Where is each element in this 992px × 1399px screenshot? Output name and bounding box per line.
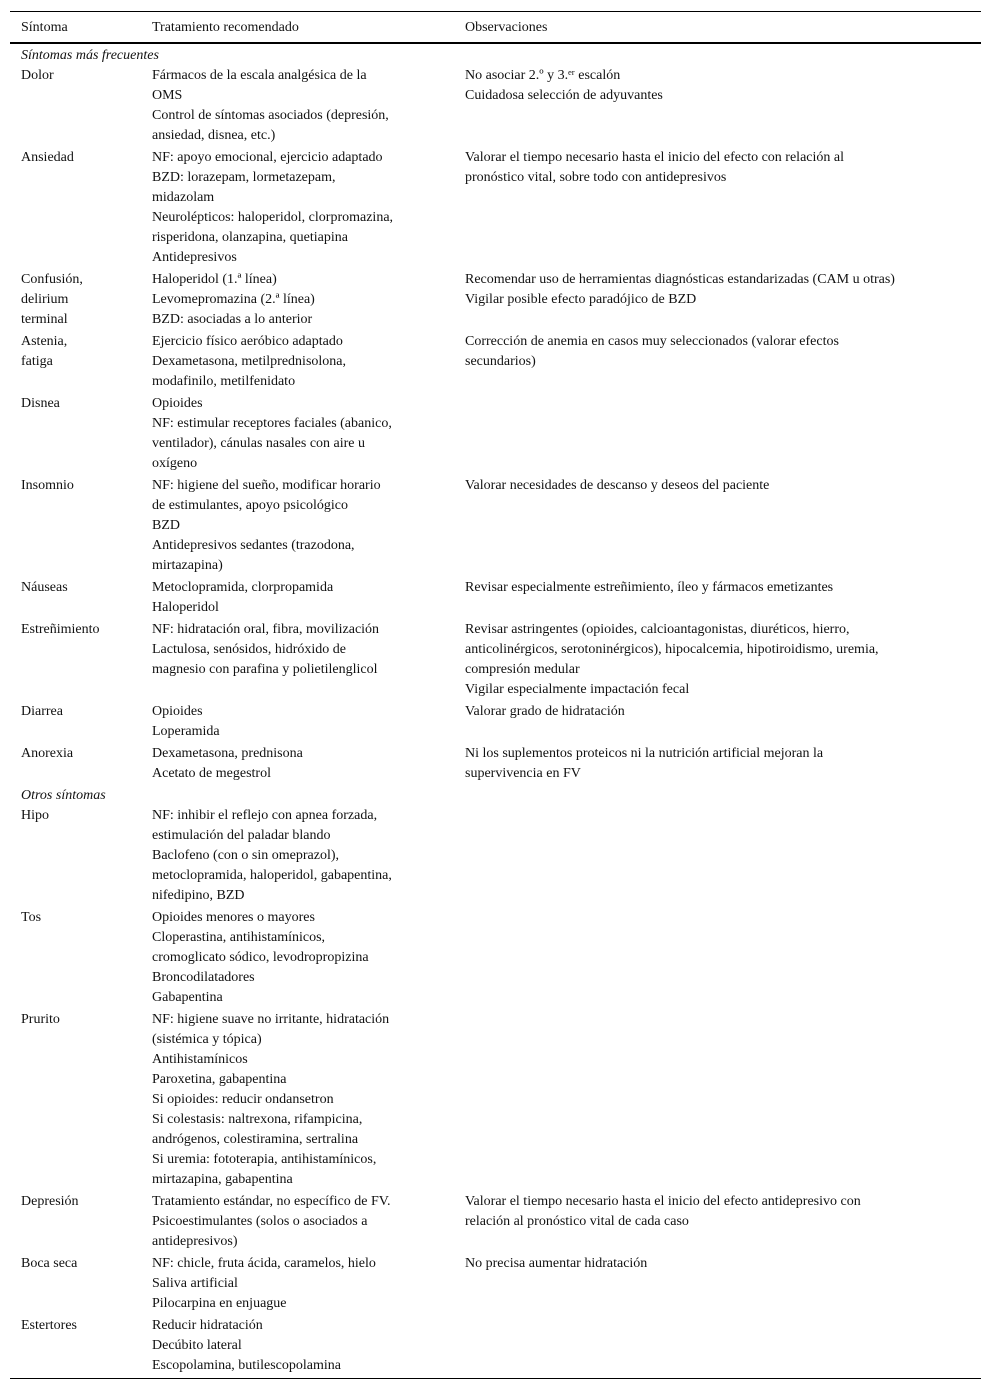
cell-line: NF: higiene del sueño, modificar horario (152, 478, 381, 493)
cell-line: Valorar necesidades de descanso y deseos del paciente (465, 478, 770, 493)
table-row (10, 394, 981, 474)
cell-line: Ejercicio físico aeróbico adaptado (152, 334, 343, 349)
table-header (10, 12, 981, 44)
treatment-cell (152, 620, 379, 680)
section-heading: Síntomas más frecuentes (21, 48, 159, 63)
cell-line: Pilocarpina en enjuague (152, 1296, 287, 1311)
symptom-cell (21, 66, 54, 86)
cell-line: OMS (152, 88, 183, 103)
cell-line: magnesio con parafina y polietilenglicol (152, 662, 378, 677)
cell-line: Haloperidol (152, 600, 219, 615)
table-row (10, 578, 981, 618)
treatment-cell (152, 148, 393, 268)
cell-line: modafinilo, metilfenidato (152, 374, 296, 389)
cell-line: NF: inhibir el reflejo con apnea forzada, (152, 808, 378, 823)
treatment-cell (152, 394, 392, 474)
symptom-cell (21, 1316, 77, 1336)
cell-line: NF: higiene suave no irritante, hidratación (152, 1012, 390, 1027)
cell-line: risperidona, olanzapina, quetiapina (152, 230, 348, 245)
observation-cell (465, 744, 823, 784)
cell-line: relación al pronóstico vital de cada caso (465, 1214, 689, 1229)
cell-line: Estreñimiento (21, 622, 100, 637)
observation-cell (465, 620, 879, 700)
table-row (10, 1010, 981, 1190)
cell-line: Hipo (21, 808, 49, 823)
symptom-cell (21, 578, 68, 598)
treatment-cell (152, 1316, 341, 1376)
cell-line: Metoclopramida, clorpropamida (152, 580, 334, 595)
header-observaciones: Observaciones (465, 20, 548, 35)
table-row (10, 1192, 981, 1252)
cell-line: Levomepromazina (2.ª línea) (152, 292, 315, 307)
cell-line: NF: apoyo emocional, ejercicio adaptado (152, 150, 383, 165)
cell-line: antidepresivos) (152, 1234, 238, 1249)
cell-line: Corrección de anemia en casos muy seleccionados (valorar efectos (465, 334, 839, 349)
symptom-cell (21, 908, 41, 928)
cell-line: NF: hidratación oral, fibra, movilización (152, 622, 380, 637)
cell-line: Estertores (21, 1318, 77, 1333)
cell-line: Revisar astringentes (opioides, calcioantagonistas, diuréticos, hierro, (465, 622, 850, 637)
cell-line: Antidepresivos sedantes (trazodona, (152, 538, 355, 553)
treatment-cell (152, 578, 333, 618)
cell-line: Valorar grado de hidratación (465, 704, 625, 719)
observation-cell (465, 1192, 861, 1232)
cell-line: Si colestasis: naltrexona, rifampicina, (152, 1112, 363, 1127)
cell-line: Valorar el tiempo necesario hasta el inicio del efecto antidepresivo con (465, 1194, 861, 1209)
table-body (10, 46, 981, 1376)
cell-line: Dolor (21, 68, 54, 83)
table-row (10, 66, 981, 146)
treatment-cell (152, 744, 303, 784)
treatment-cell (152, 476, 381, 576)
table-row (10, 702, 981, 742)
cell-line: No precisa aumentar hidratación (465, 1256, 648, 1271)
cell-line: Valorar el tiempo necesario hasta el inicio del efecto con relación al (465, 150, 844, 165)
cell-line: Vigilar especialmente impactación fecal (465, 682, 690, 697)
cell-line: Psicoestimulantes (solos o asociados a (152, 1214, 368, 1229)
symptom-cell (21, 1192, 79, 1212)
symptom-cell (21, 270, 83, 330)
observation-cell (465, 148, 844, 188)
cell-line: mirtazapina, gabapentina (152, 1172, 293, 1187)
cell-line: Saliva artificial (152, 1276, 238, 1291)
cell-line: ventilador), cánulas nasales con aire u (152, 436, 366, 451)
treatment-cell (152, 66, 389, 146)
table-row (10, 332, 981, 392)
cell-line: BZD: lorazepam, lormetazepam, (152, 170, 336, 185)
cell-line: Insomnio (21, 478, 74, 493)
cell-line: nifedipino, BZD (152, 888, 245, 903)
symptom-cell (21, 620, 100, 640)
symptom-cell (21, 702, 63, 722)
cell-line: Confusión, (21, 272, 83, 287)
symptom-cell (21, 1254, 77, 1274)
cell-line: secundarios) (465, 354, 536, 369)
symptom-treatment-table (10, 11, 981, 1379)
symptom-cell (21, 806, 49, 826)
treatment-cell (152, 806, 392, 906)
table-row (10, 620, 981, 700)
table-row (10, 1316, 981, 1376)
cell-line: midazolam (152, 190, 215, 205)
cell-line: pronóstico vital, sobre todo con antidepresivos (465, 170, 727, 185)
cell-line: Disnea (21, 396, 60, 411)
observation-cell (465, 702, 625, 722)
cell-line: (sistémica y tópica) (152, 1032, 262, 1047)
symptom-cell (21, 744, 73, 764)
observation-cell (465, 66, 663, 106)
cell-line: Si uremia: fototerapia, antihistamínicos, (152, 1152, 377, 1167)
symptom-cell (21, 476, 74, 496)
cell-line: Dexametasona, prednisona (152, 746, 303, 761)
cell-line: Recomendar uso de herramientas diagnósticas estandarizadas (CAM u otras) (465, 272, 895, 287)
cell-line: Tratamiento estándar, no específico de FV. (152, 1194, 391, 1209)
cell-line: Antidepresivos (152, 250, 237, 265)
cell-line: cromoglicato sódico, levodropropizina (152, 950, 369, 965)
cell-line: Dexametasona, metilprednisolona, (152, 354, 346, 369)
observation-cell (465, 578, 833, 598)
symptom-cell (21, 332, 67, 372)
cell-line: compresión medular (465, 662, 580, 677)
cell-line: Diarrea (21, 704, 63, 719)
cell-line: Ni los suplementos proteicos ni la nutrición artificial mejoran la (465, 746, 824, 761)
cell-line: oxígeno (152, 456, 198, 471)
cell-line: Anorexia (21, 746, 74, 761)
cell-line: Reducir hidratación (152, 1318, 263, 1333)
cell-line: anticolinérgicos, serotoninérgicos), hipocalcemia, hipotiroidismo, uremia, (465, 642, 879, 657)
section-heading: Otros síntomas (21, 788, 106, 803)
cell-line: Decúbito lateral (152, 1338, 242, 1353)
cell-line: Tos (21, 910, 42, 925)
cell-line: supervivencia en FV (465, 766, 581, 781)
cell-line: fatiga (21, 354, 53, 369)
observation-cell (465, 476, 769, 496)
cell-line: Prurito (21, 1012, 60, 1027)
header-tratamiento: Tratamiento recomendado (152, 20, 299, 35)
cell-line: terminal (21, 312, 68, 327)
table-row (10, 806, 981, 906)
cell-line: de estimulantes, apoyo psicológico (152, 498, 348, 513)
treatment-cell (152, 270, 315, 330)
cell-line: ansiedad, disnea, etc.) (152, 128, 276, 143)
cell-line: Baclofeno (con o sin omeprazol), (152, 848, 339, 863)
cell-line: Opioides (152, 704, 203, 719)
cell-line: metoclopramida, haloperidol, gabapentina, (152, 868, 392, 883)
table-row (10, 908, 981, 1008)
treatment-cell (152, 1192, 391, 1252)
cell-line: No asociar 2.º y 3.ᵉʳ escalón (465, 68, 621, 83)
cell-line: Haloperidol (1.ª línea) (152, 272, 277, 287)
symptom-cell (21, 1010, 60, 1030)
symptom-cell (21, 394, 60, 414)
treatment-cell (152, 908, 369, 1008)
cell-line: Paroxetina, gabapentina (152, 1072, 287, 1087)
cell-line: Cloperastina, antihistamínicos, (152, 930, 326, 945)
cell-line: Loperamida (152, 724, 220, 739)
table-row (10, 744, 981, 784)
cell-line: Acetato de megestrol (152, 766, 271, 781)
table-row (10, 476, 981, 576)
cell-line: Revisar especialmente estreñimiento, íleo y fármacos emetizantes (465, 580, 834, 595)
cell-line: Antihistamínicos (152, 1052, 248, 1067)
cell-line: BZD (152, 518, 180, 533)
cell-line: Vigilar posible efecto paradójico de BZD (465, 292, 697, 307)
table-row (10, 270, 981, 330)
table-row (10, 148, 981, 268)
cell-line: Ansiedad (21, 150, 74, 165)
cell-line: BZD: asociadas a lo anterior (152, 312, 313, 327)
cell-line: NF: estimular receptores faciales (abanico, (152, 416, 392, 431)
cell-line: estimulación del paladar blando (152, 828, 331, 843)
treatment-cell (152, 1010, 389, 1190)
cell-line: Lactulosa, senósidos, hidróxido de (152, 642, 347, 657)
cell-line: Fármacos de la escala analgésica de la (152, 68, 367, 83)
header-sintoma: Síntoma (21, 20, 68, 35)
cell-line: Cuidadosa selección de adyuvantes (465, 88, 663, 103)
cell-line: mirtazapina) (152, 558, 223, 573)
cell-line: Boca seca (21, 1256, 78, 1271)
treatment-cell (152, 1254, 376, 1314)
cell-line: Náuseas (21, 580, 68, 595)
treatment-cell (152, 702, 220, 742)
cell-line: Astenia, (21, 334, 68, 349)
cell-line: Gabapentina (152, 990, 223, 1005)
cell-line: NF: chicle, fruta ácida, caramelos, hielo (152, 1256, 376, 1271)
cell-line: Escopolamina, butilescopolamina (152, 1358, 341, 1373)
observation-cell (465, 1254, 647, 1274)
cell-line: Opioides (152, 396, 203, 411)
observation-cell (465, 270, 895, 310)
observation-cell (465, 332, 839, 372)
cell-line: Neurolépticos: haloperidol, clorpromazina, (152, 210, 394, 225)
cell-line: delirium (21, 292, 69, 307)
cell-line: Depresión (21, 1194, 79, 1209)
cell-line: andrógenos, colestiramina, sertralina (152, 1132, 359, 1147)
treatment-cell (152, 332, 346, 392)
cell-line: Si opioides: reducir ondansetron (152, 1092, 334, 1107)
cell-line: Opioides menores o mayores (152, 910, 315, 925)
symptom-cell (21, 148, 74, 168)
table-row (10, 1254, 981, 1314)
cell-line: Broncodilatadores (152, 970, 255, 985)
cell-line: Control de síntomas asociados (depresión, (152, 108, 389, 123)
